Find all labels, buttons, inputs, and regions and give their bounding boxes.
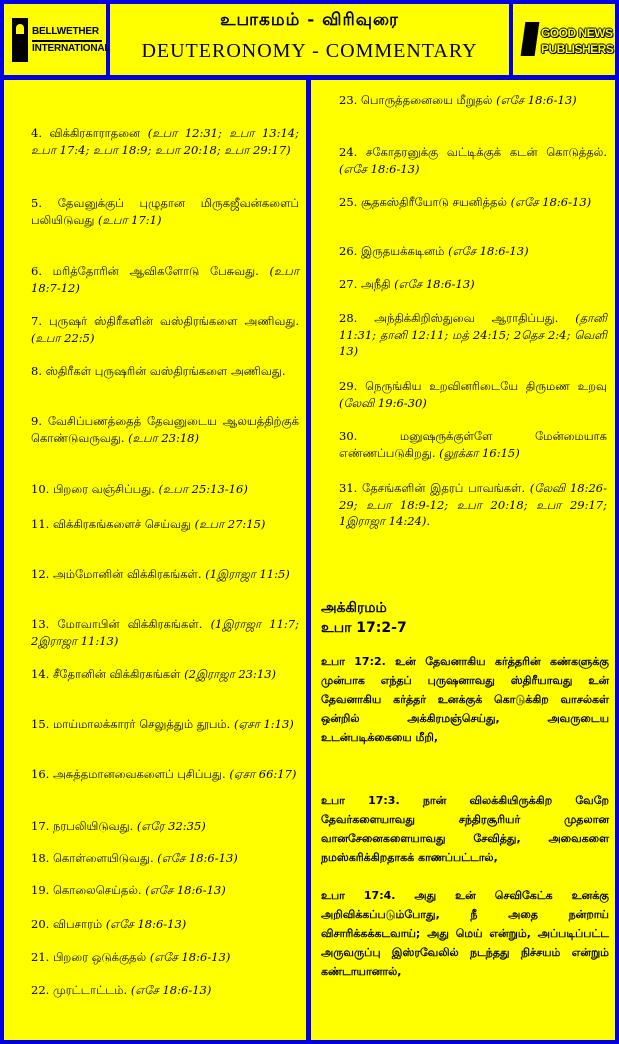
logo-divider xyxy=(32,40,102,42)
item-text: 17. நரபலியிடுவது. xyxy=(31,819,134,833)
list-item xyxy=(339,276,607,293)
item-ref: (எசே 18:6-13) xyxy=(448,244,529,258)
item-text: 25. சூதகஸ்திரீயோடு சயனித்தல் xyxy=(339,195,507,209)
list-item xyxy=(31,313,299,346)
item-text: 26. இருதயக்கடினம் xyxy=(339,244,445,258)
item-ref: (எசே 18:6-13) xyxy=(130,983,212,997)
list-item xyxy=(31,766,299,783)
list-item xyxy=(31,481,299,498)
item-text: 11. விக்கிரகங்களைச் செய்வது xyxy=(31,517,191,531)
list-item xyxy=(339,378,607,411)
item-text: 29. நெருங்கிய உறவினரிடையே திருமண உறவு xyxy=(339,379,607,393)
item-text: 28. அந்திக்கிறிஸ்துவை ஆராதிப்பது. xyxy=(339,311,559,325)
section-heading xyxy=(321,598,407,638)
list-item xyxy=(31,516,299,533)
item-ref: (எசே 18:6-13) xyxy=(496,93,577,107)
item-ref: (எசே 18:6-13) xyxy=(145,883,226,897)
right-column xyxy=(311,80,615,1040)
logo-right-line1: GOOD NEWS xyxy=(541,26,613,40)
list-item xyxy=(339,144,607,177)
item-ref: (எசே 18:6-13) xyxy=(510,195,592,209)
list-item xyxy=(339,243,607,260)
item-ref: (லூக்கா 16:15) xyxy=(439,445,520,460)
item-text: 10. பிறரை வஞ்சிப்பது. xyxy=(31,482,155,496)
item-text: 13. மோவாபின் விக்கிரகங்கள். xyxy=(31,617,203,631)
title-tamil: உபாகமம் - விரிவுரை xyxy=(220,10,399,30)
item-ref: (உபா 17:1) xyxy=(97,212,162,227)
item-ref: (உபா 12:31; உபா 13:14; உபா 17:4; உபா 18:9; உபா 20:18; உபா 29:17) xyxy=(31,126,299,157)
list-item xyxy=(31,363,299,380)
publisher-logo-right xyxy=(513,4,615,75)
item-text: 31. தேசங்களின் இதரப் பாவங்கள். xyxy=(339,481,526,495)
item-text: 24. சகோதரனுக்கு வட்டிக்குக் கடன் கொடுத்தல். xyxy=(339,145,607,159)
title-english: DEUTERONOMY - COMMENTARY xyxy=(141,40,478,62)
item-ref: (எசே 18:6-13) xyxy=(149,950,231,964)
section-heading-ref: உபா 17:2-7 xyxy=(321,620,407,636)
item-text: 22. முரட்டாட்டம். xyxy=(31,983,128,997)
item-ref: (உபா 23:18) xyxy=(128,430,199,445)
list-item xyxy=(31,195,299,228)
item-text: 27. அநீதி xyxy=(339,277,391,291)
item-text: 5. தேவனுக்குப் புழுதான மிருகஜீவன்களைப் பலியிடுவது xyxy=(31,196,299,227)
item-ref: (உபா 25:13-16) xyxy=(158,482,248,496)
list-item xyxy=(31,949,299,966)
item-ref: (1இராஜா 11:5) xyxy=(205,567,290,581)
publisher-logo-left xyxy=(4,4,111,75)
list-item xyxy=(339,428,607,461)
left-column xyxy=(4,80,306,1040)
list-item xyxy=(339,310,607,360)
item-text: 20. விபசாரம் xyxy=(31,917,103,931)
logo-left-line1: BELLWETHER xyxy=(32,26,99,37)
item-text: 30. மனுஷருக்குள்ளே மேன்மையாக எண்ணப்படுகிறது. xyxy=(339,429,607,460)
item-text: 12. அம்மோனின் விக்கிரகங்கள். xyxy=(31,567,202,581)
item-ref: (உபா 27:15) xyxy=(194,517,266,531)
item-ref: (உபா 18:7-12) xyxy=(31,264,299,295)
list-item xyxy=(31,666,299,683)
list-item xyxy=(339,480,607,530)
list-item xyxy=(31,413,299,446)
verse-paragraph: உபா 17:3. நான் விலக்கியிருக்கிற வேறே தேவர்களையாவது சந்திரசூரியர் முதலான வானசேனைகளையாவது சேவித்து, அவைகளை நமஸ்கரிக்கிறதாகக் காணப்பட்டால், xyxy=(321,794,609,864)
item-ref: (1இராஜா 11:7; 2இராஜா 11:13) xyxy=(31,617,299,648)
item-text: 9. வேசிப்பணத்தைத் தேவனுடைய ஆலயத்திற்குக் கொண்டுவருவது. xyxy=(31,414,299,445)
runner-icon xyxy=(521,22,540,56)
item-ref: (எசே 18:6-13) xyxy=(339,161,420,176)
item-ref: (2இராஜா 23:13) xyxy=(184,667,276,681)
item-text: 7. புருஷர் ஸ்திரீகளின் வஸ்திரங்களை அணிவது. xyxy=(31,314,299,328)
item-text: 18. கொள்ளையிடுவது. xyxy=(31,851,154,865)
list-item xyxy=(31,716,299,733)
item-ref: (லேவி 18:26-29; உபா 18:9-12; உபா 20:18; உபா 29:17; 1இராஜா 14:24). xyxy=(339,481,608,528)
logo-left-line2: INTERNATIONAL xyxy=(32,43,111,54)
item-text: 6. மரித்தோரின் ஆவிகளோடு பேசுவது. xyxy=(31,264,259,278)
page-header xyxy=(110,4,509,75)
logo-right-line2: PUBLISHERS xyxy=(541,42,614,56)
item-text: 8. ஸ்திரீகள் புருஷரின் வஸ்திரங்களை அணிவது. xyxy=(31,364,286,378)
item-ref: (உபா 22:5) xyxy=(31,330,95,345)
verse-paragraph: உபா 17:2. உன் தேவனாகிய கர்த்தரின் கண்களுக்கு முன்பாக எந்தப் புருஷனாவது ஸ்திரீயாவது உன் தேவனாகிய கர்த்தர் உனக்குக் கொடுக்கிற வாசல்கள் ஒன்றில் அக்கிரமஞ்செய்து, அவருடைய உடன்படிக்கையை மீறி, xyxy=(321,655,609,744)
item-ref: (எசே 18:6-13) xyxy=(105,917,187,931)
list-item xyxy=(31,818,299,835)
item-text: 16. அசுத்தமானவைகளைப் புசிப்பது. xyxy=(31,767,226,781)
item-ref: (ஏசா 1:13) xyxy=(233,717,294,731)
item-ref: (ஏசா 66:17) xyxy=(229,767,297,781)
section-heading-title: அக்கிரமம் xyxy=(321,600,387,616)
bell-icon xyxy=(12,18,28,62)
item-ref: (லேவி 19:6-30) xyxy=(339,395,427,410)
list-item xyxy=(31,982,299,999)
list-item xyxy=(31,916,299,933)
item-text: 19. கொலைசெய்தல். xyxy=(31,883,142,897)
item-ref: (எசே 18:6-13) xyxy=(394,277,475,291)
list-item xyxy=(339,194,607,211)
item-text: 21. பிறரை ஒடுக்குதல் xyxy=(31,950,147,964)
item-text: 15. மாய்மாலக்காரர் செலுத்தும் தூபம். xyxy=(31,717,231,731)
item-ref: (தானி 11:31; தானி 12:11; மத் 24:15; 2தெச 2:4; வெளி 13) xyxy=(339,311,608,358)
item-ref: (எசே 18:6-13) xyxy=(157,851,238,865)
list-item xyxy=(31,125,299,158)
item-ref: (எரே 32:35) xyxy=(136,819,206,833)
list-item xyxy=(339,92,607,109)
list-item xyxy=(31,566,299,583)
list-item xyxy=(31,850,299,867)
list-item xyxy=(31,882,299,899)
item-text: 14. சீதோனின் விக்கிரகங்கள் xyxy=(31,667,181,681)
item-text: 4. விக்கிரகாராதனை xyxy=(31,126,141,140)
list-item xyxy=(31,616,299,649)
item-text: 23. பொருத்தனையை மீறுதல் xyxy=(339,93,493,107)
verse-paragraph: உபா 17:4. அது உன் செவிகேட்க உனக்கு அறிவிக்கப்படும்போது, நீ அதை நன்றாய் விசாரிக்கக்கடவாய்; அது மெய் என்றும், அப்படிப்பட்ட அருவருப்பு இஸ்ரவேலில் நடந்தது நிச்சயம் என்றும் கண்டாயானால், xyxy=(321,889,609,978)
list-item xyxy=(31,263,299,296)
